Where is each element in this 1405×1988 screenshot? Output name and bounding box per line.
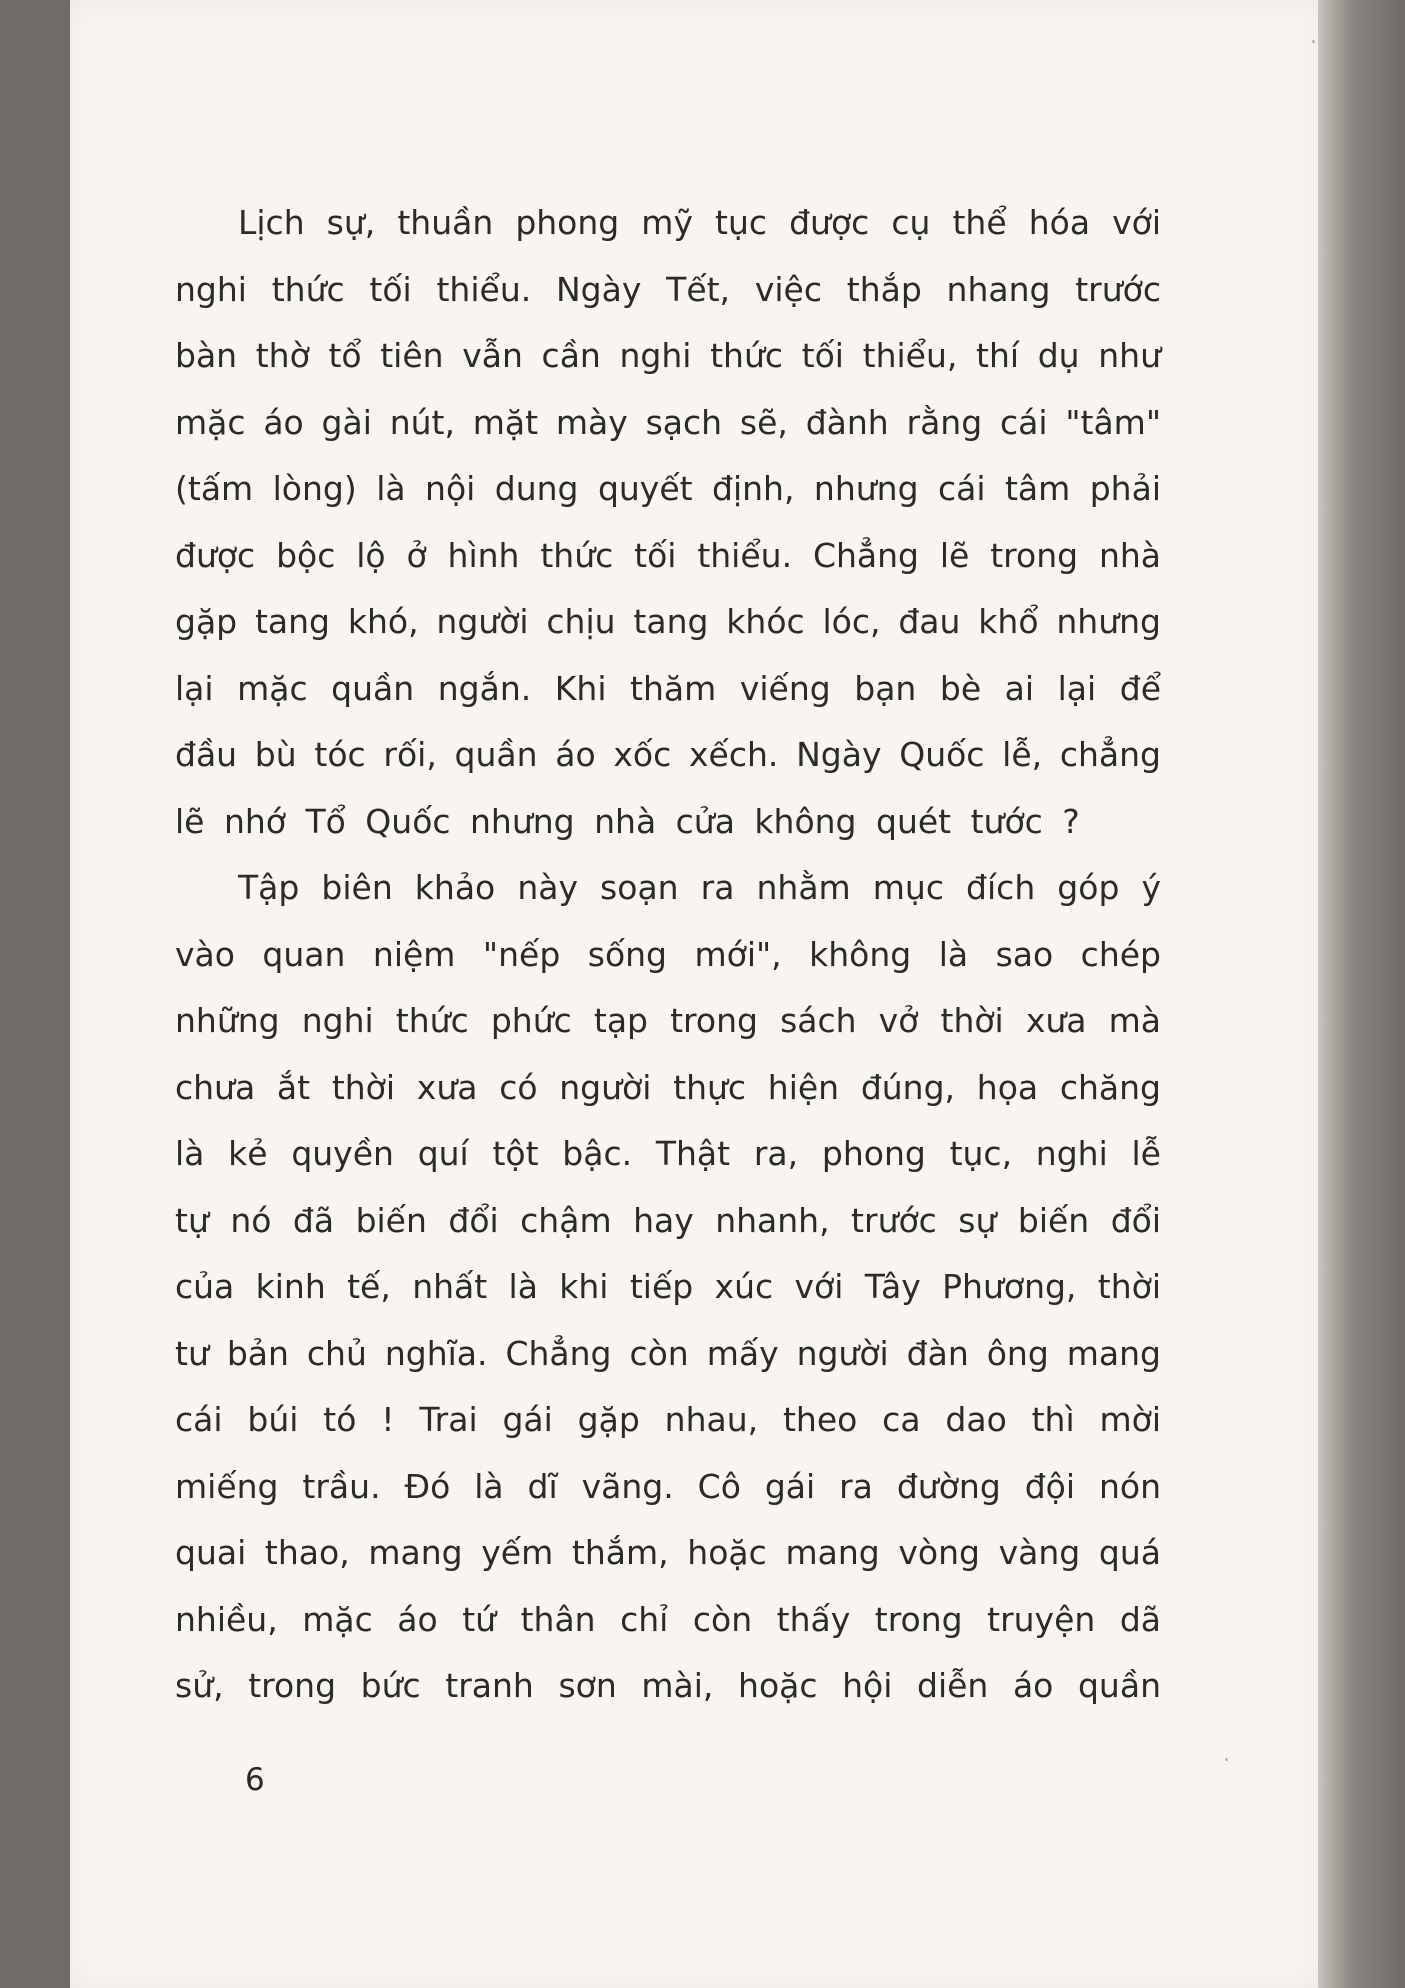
text-line: quai thao, mang yếm thắm, hoặc mang vòng vàng quá [175, 1533, 1161, 1572]
paper-speck [1225, 1758, 1228, 1761]
text-line: nghi thức tối thiểu. Ngày Tết, việc thắp nhang trước [175, 269, 1161, 309]
text-line: của kinh tế, nhất là khi tiếp xúc với Tây Phương, thời [175, 1267, 1161, 1306]
text-line: chưa ắt thời xưa có người thực hiện đúng, họa chăng [175, 1067, 1161, 1107]
paper-speck [1312, 40, 1315, 43]
paragraph-1 [175, 190, 1161, 855]
text-line: bàn thờ tổ tiên vẫn cần nghi thức tối thiểu, thí dụ như [175, 336, 1161, 375]
text-line: Tập biên khảo này soạn ra nhằm mục đích góp ý [238, 868, 1161, 907]
text-line: được bộc lộ ở hình thức tối thiểu. Chẳng lẽ trong nhà [175, 535, 1161, 575]
body-text [175, 190, 1161, 1720]
page-edge-shadow [1318, 0, 1405, 1988]
text-line: lại mặc quần ngắn. Khi thăm viếng bạn bè ai lại để [175, 668, 1161, 708]
text-line: sử, trong bức tranh sơn mài, hoặc hội diễn áo quần [175, 1666, 1161, 1705]
text-line: mặc áo gài nút, mặt mày sạch sẽ, đành rằng cái "tâm" [175, 402, 1161, 442]
text-line: Lịch sự, thuần phong mỹ tục được cụ thể hóa với [238, 203, 1161, 242]
text-line: tư bản chủ nghĩa. Chẳng còn mấy người đàn ông mang [175, 1333, 1161, 1373]
text-line: nhiều, mặc áo tứ thân chỉ còn thấy trong truyện dã [175, 1599, 1161, 1639]
text-line: lẽ nhớ Tổ Quốc nhưng nhà cửa không quét tước ? [175, 801, 1080, 841]
text-line: gặp tang khó, người chịu tang khóc lóc, đau khổ nhưng [175, 602, 1161, 641]
text-line: cái búi tó ! Trai gái gặp nhau, theo ca dao thì mời [175, 1400, 1161, 1439]
text-line: tự nó đã biến đổi chậm hay nhanh, trước sự biến đổi [175, 1200, 1161, 1240]
paragraph-2 [175, 855, 1161, 1720]
text-line: vào quan niệm "nếp sống mới", không là sao chép [175, 934, 1161, 974]
text-line: những nghi thức phức tạp trong sách vở thời xưa mà [175, 1001, 1161, 1040]
text-line: (tấm lòng) là nội dung quyết định, nhưng cái tâm phải [175, 469, 1161, 508]
page-number: 6 [245, 1762, 265, 1798]
text-line: là kẻ quyền quí tột bậc. Thật ra, phong tục, nghi lễ [175, 1134, 1161, 1173]
text-line: miếng trầu. Đó là dĩ vãng. Cô gái ra đường đội nón [175, 1466, 1161, 1506]
text-line: đầu bù tóc rối, quần áo xốc xếch. Ngày Quốc lễ, chẳng [175, 735, 1161, 774]
